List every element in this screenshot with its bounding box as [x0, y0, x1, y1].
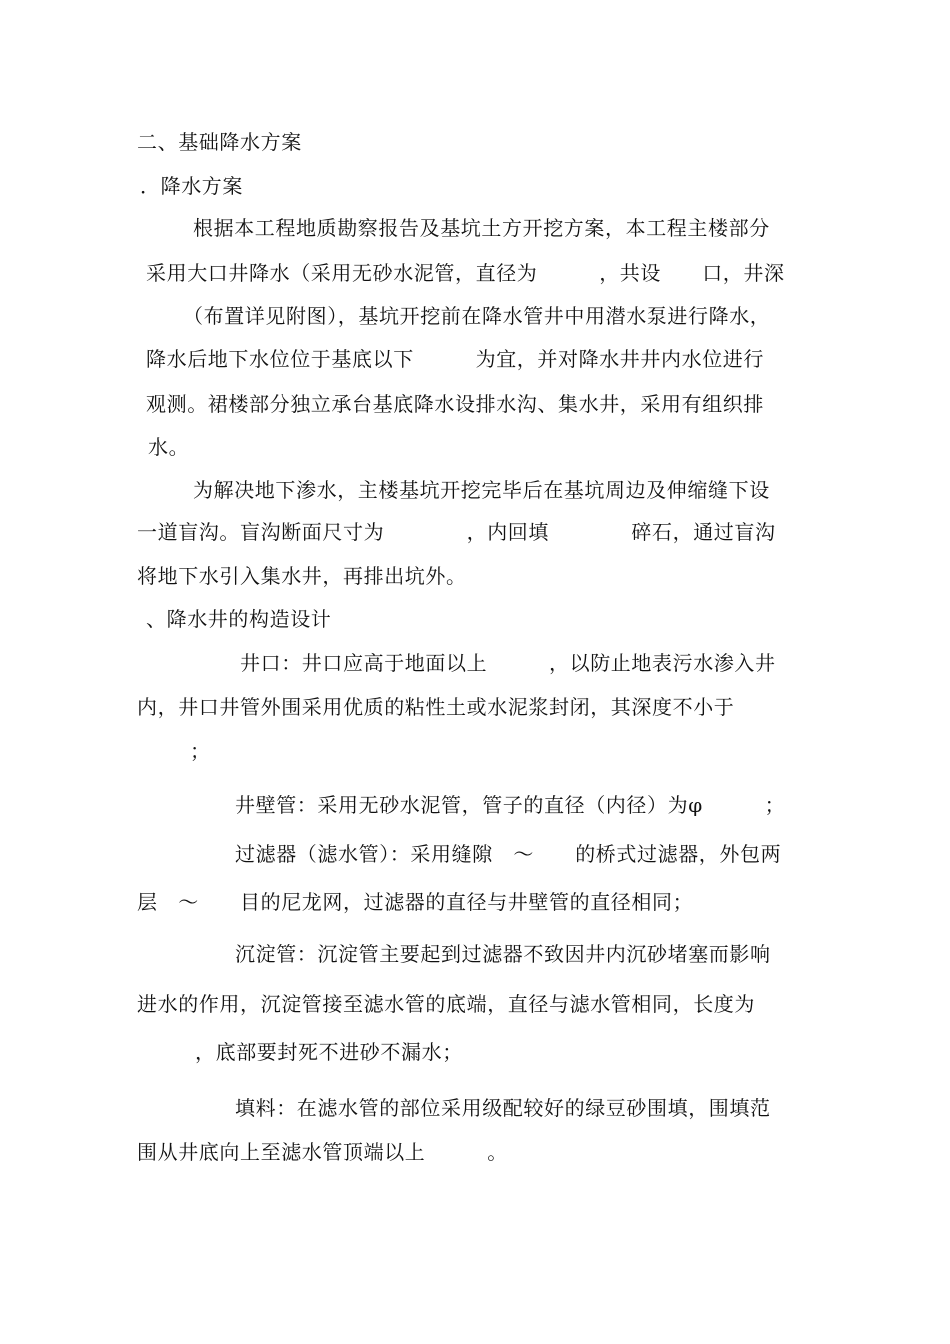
paragraph-line: 层 ～ 目的尼龙网，过滤器的直径与井壁管的直径相同； — [137, 890, 694, 914]
paragraph-line: 进水的作用，沉淀管接至滤水管的底端，直径与滤水管相同，长度为 — [137, 992, 755, 1016]
paragraph-line: ； — [190, 739, 211, 763]
paragraph-line: 井壁管：采用无砂水泥管，管子的直径（内径）为φ ； — [235, 793, 786, 817]
paragraph-line: 水。 — [148, 435, 190, 459]
paragraph-line: 内，井口井管外围采用优质的粘性土或水泥浆封闭，其深度不小于 — [137, 695, 735, 719]
paragraph-line: ，底部要封死不进砂不漏水； — [195, 1040, 463, 1064]
paragraph-line: 一道盲沟。盲沟断面尺寸为 ，内回填 碎石，通过盲沟 — [137, 520, 776, 544]
section-heading: 二、基础降水方案 — [137, 130, 302, 154]
paragraph-line: 将地下水引入集水井，再排出坑外。 — [137, 564, 467, 588]
paragraph-line: （布置详见附图），基坑开挖前在降水管井中用潜水泵进行降水， — [183, 304, 771, 328]
paragraph-line: 为解决地下渗水，主楼基坑开挖完毕后在基坑周边及伸缩缝下设 — [193, 478, 770, 502]
paragraph-line: 填料：在滤水管的部位采用级配较好的绿豆砂围填，围填范 — [235, 1096, 771, 1120]
paragraph-line: 井口：井口应高于地面以上 ，以防止地表污水渗入井 — [240, 651, 776, 675]
paragraph-line: 观测。裙楼部分独立承台基底降水设排水沟、集水井，采用有组织排 — [146, 392, 764, 416]
paragraph-line: 过滤器（滤水管）：采用缝隙 ～ 的桥式过滤器，外包两 — [235, 842, 782, 866]
subsection-heading-dewatering-plan: ．降水方案 — [140, 174, 243, 198]
subsection-heading-well-design: 、降水井的构造设计 — [146, 607, 332, 631]
paragraph-line: 沉淀管：沉淀管主要起到过滤器不致因井内沉砂堵塞而影响 — [235, 942, 771, 966]
paragraph-line: 围从井底向上至滤水管顶端以上 。 — [137, 1140, 508, 1164]
paragraph-line: 采用大口井降水（采用无砂水泥管，直径为 ，共设 口，井深 — [146, 261, 785, 285]
paragraph-line: 根据本工程地质勘察报告及基坑土方开挖方案，本工程主楼部分 — [193, 216, 770, 240]
paragraph-line: 降水后地下水位位于基底以下 为宜，并对降水井井内水位进行 — [146, 347, 764, 371]
